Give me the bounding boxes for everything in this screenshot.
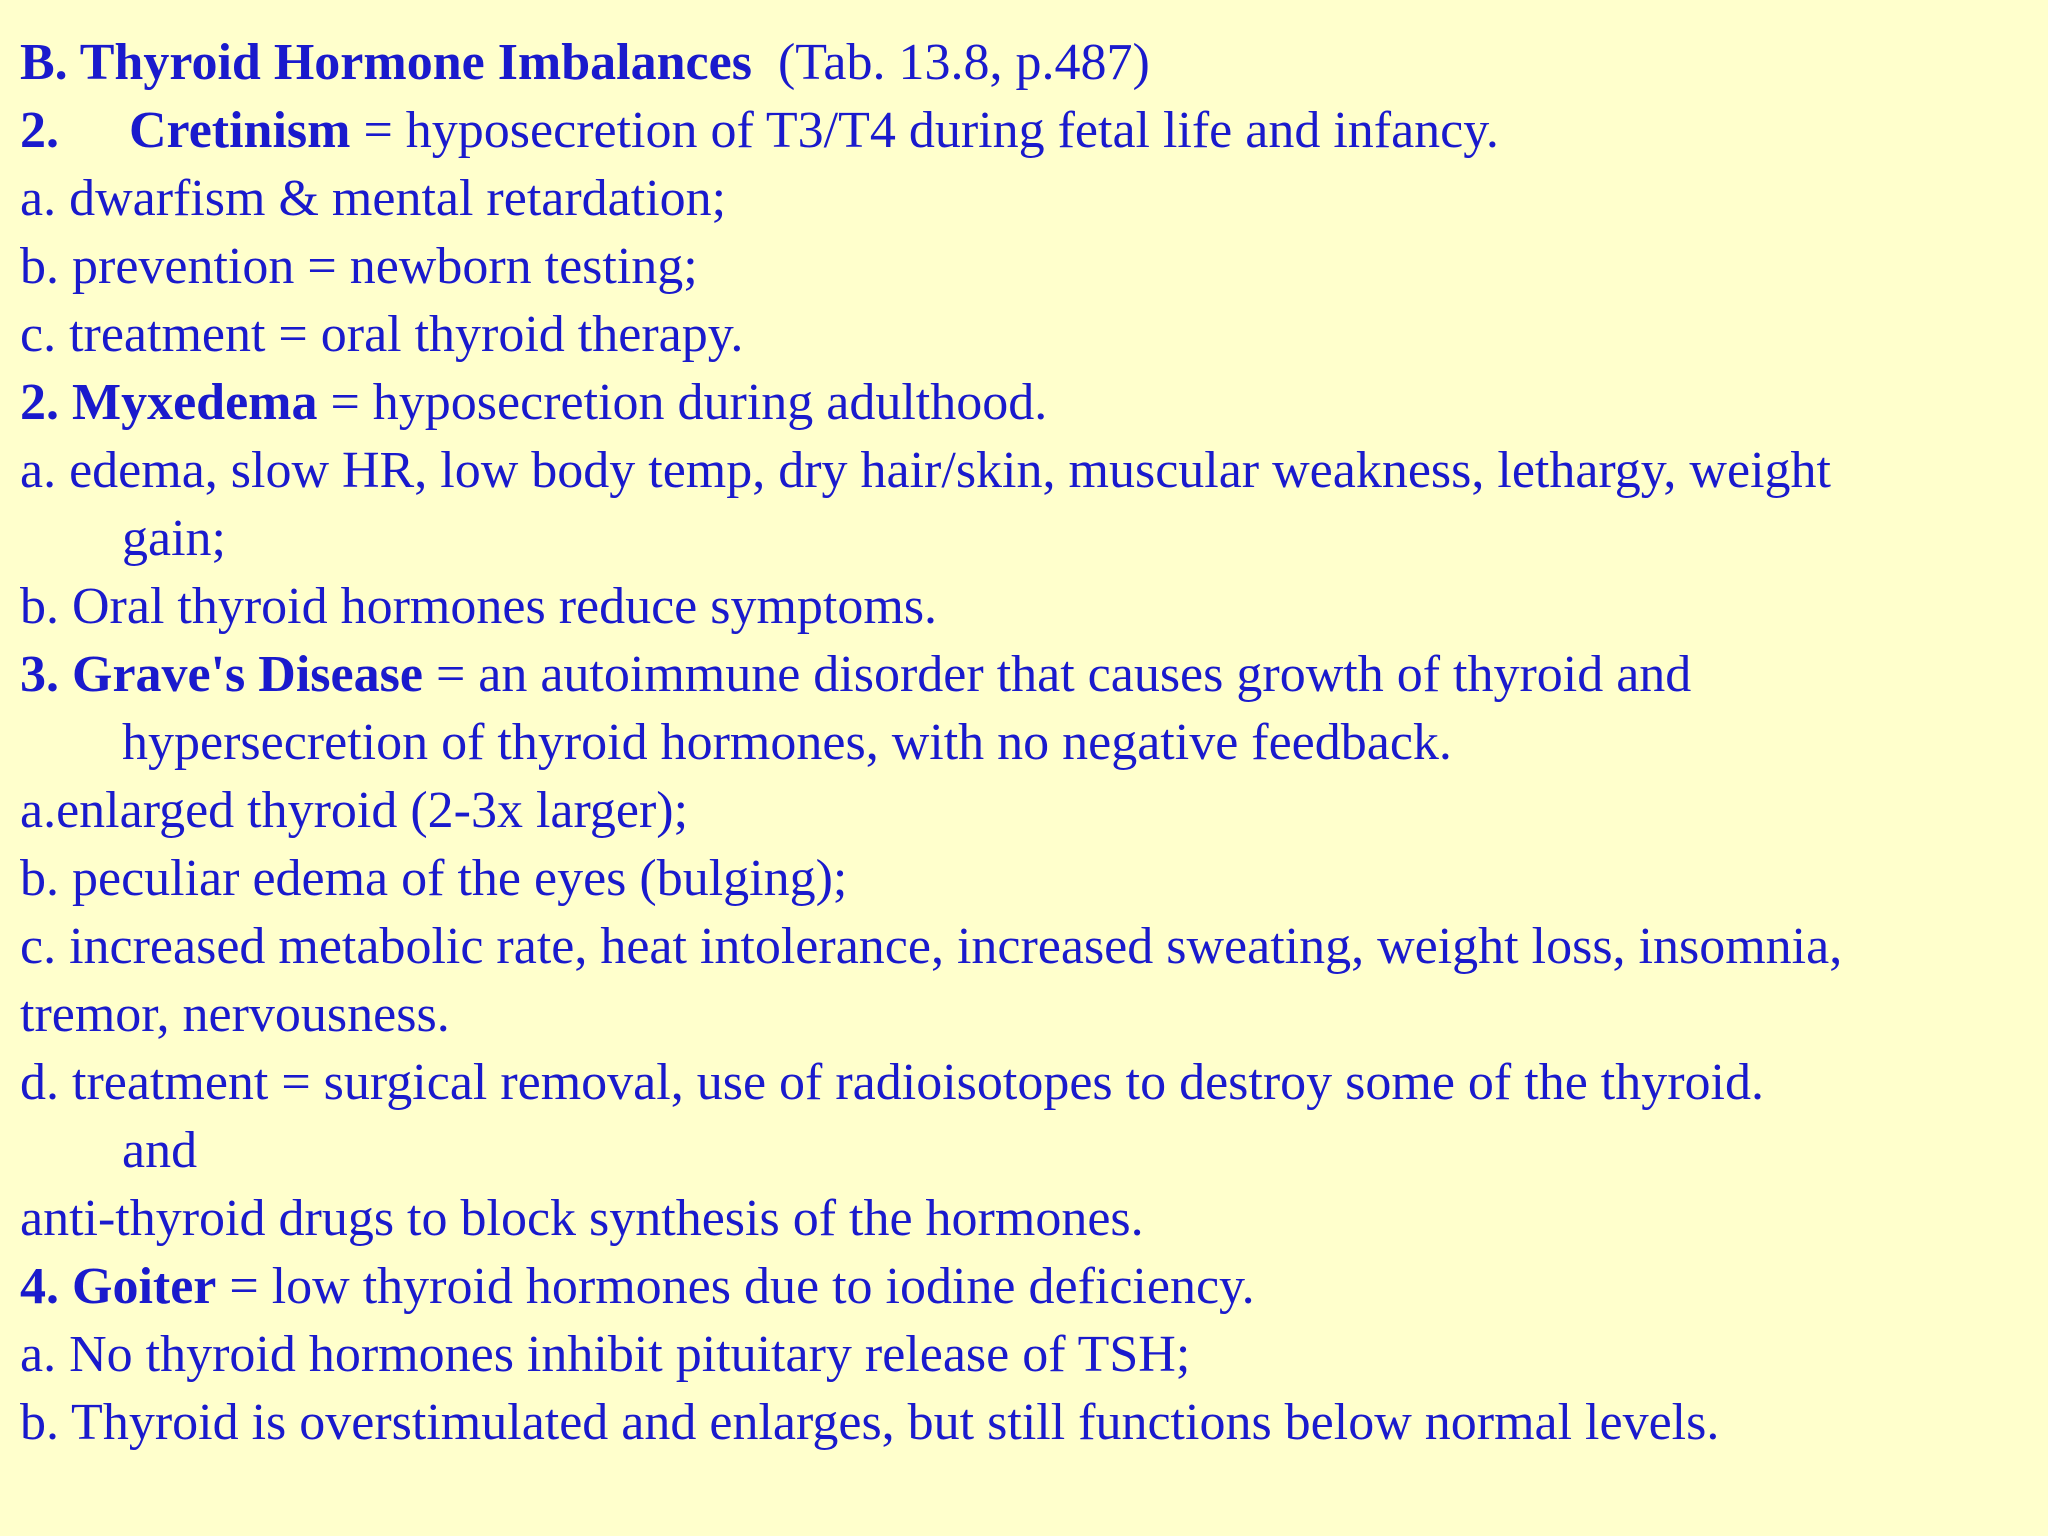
myxedema-term: 2. Myxedema xyxy=(20,374,318,431)
myxedema-heading xyxy=(20,369,1047,437)
slide-title xyxy=(20,29,1150,97)
cretinism-item-c: c. treatment = oral thyroid therapy. xyxy=(20,306,744,363)
goiter-item-a: a. No thyroid hormones inhibit pituitary release of TSH; xyxy=(20,1326,1191,1383)
graves-item-d-continued: and xyxy=(122,1122,198,1179)
goiter-term: 4. Goiter xyxy=(20,1258,217,1315)
title-label: B. Thyroid Hormone Imbalances xyxy=(20,34,752,91)
graves-item-c-continued: tremor, nervousness. xyxy=(20,986,450,1043)
graves-heading xyxy=(20,641,1691,709)
goiter-heading xyxy=(20,1253,1255,1321)
graves-term: 3. Grave's Disease xyxy=(20,646,423,703)
goiter-item-b: b. Thyroid is overstimulated and enlarges, but still functions below normal levels. xyxy=(20,1394,1720,1451)
graves-item-d-continued-2: anti-thyroid drugs to block synthesis of the hormones. xyxy=(20,1190,1144,1247)
myxedema-item-b: b. Oral thyroid hormones reduce symptoms. xyxy=(20,578,938,635)
graves-item-b: b. peculiar edema of the eyes (bulging); xyxy=(20,850,848,907)
graves-item-a: a.enlarged thyroid (2-3x larger); xyxy=(20,782,689,839)
myxedema-definition: = hyposecretion during adulthood. xyxy=(317,374,1048,431)
graves-item-c: c. increased metabolic rate, heat intolerance, increased sweating, weight loss, insomnia, xyxy=(20,918,1843,975)
graves-definition-continued: hypersecretion of thyroid hormones, with no negative feedback. xyxy=(122,714,1452,771)
myxedema-item-a: a. edema, slow HR, low body temp, dry hair/skin, muscular weakness, lethargy, weight xyxy=(20,442,1831,499)
graves-definition: = an autoimmune disorder that causes growth of thyroid and xyxy=(422,646,1692,703)
cretinism-definition: = hyposecretion of T3/T4 during fetal life and infancy. xyxy=(350,102,1499,159)
title-reference: (Tab. 13.8, p.487) xyxy=(777,34,1150,91)
cretinism-number: 2. xyxy=(20,102,59,159)
cretinism-term: Cretinism xyxy=(129,102,351,159)
cretinism-heading xyxy=(20,97,1499,165)
graves-item-d: d. treatment = surgical removal, use of radioisotopes to destroy some of the thyroid. xyxy=(20,1054,1764,1111)
cretinism-item-a: a. dwarfism & mental retardation; xyxy=(20,170,727,227)
myxedema-item-a-continued: gain; xyxy=(122,510,226,567)
cretinism-item-b: b. prevention = newborn testing; xyxy=(20,238,698,295)
goiter-definition: = low thyroid hormones due to iodine deficiency. xyxy=(216,1258,1255,1315)
